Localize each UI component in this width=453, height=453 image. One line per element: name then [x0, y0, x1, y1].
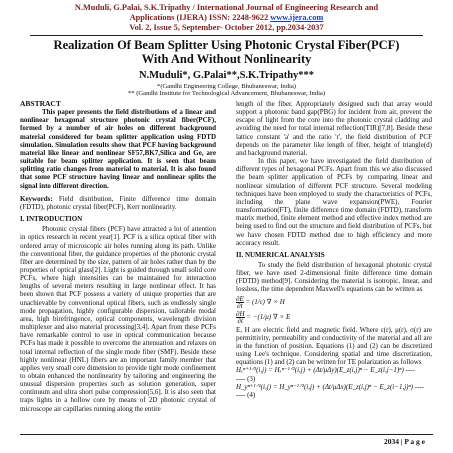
intro-paragraph: Photonic crystal fibers (PCF) have attracted a lot of attention in optics research in recent year[1]. PCF is a silica optical fiber with ordered array of microscopic air holes running along its path. Unlike the conventional fiber, the guidance properties of the photonic crystal fiber are determined by the size, pattern of air holes rather than by the properties of optical glass[2]. Light is guided through small solid core PCFs, where high intensities can be maintained for interaction lengths of several meters resulting in large nonlinear effect. It has been shown that PCF possess a variety of unique properties that are unachievable by conventional optical fibers, such as endlessly single mode propagation, highly configurable dispersion, tailorable modal area, high birefringence, optical components, wavelength division multiplexer and also material processing[3,4]. Apart from these PCFs have remarkable control to use in optical communication because PCFs has made it possible to overcome the attenuation and relaxes on total internal reflection of the single mode fiber (SMF). Beside these highly nonlinear (HNL) fibers are an important family member that applies very small core dimension to provide tight mode confinement to obtain enhanced the nonlinearity by tailoring and engineering the unusual dispersion properties such as solution generation, super continuum and ultra short pulse compression[5,6]. It is also seen that traps lights in a hollow core by means of 2D photonic crystal of microscope air capillaries running along the entire: [20, 225, 216, 413]
eq1-denominator: ∂t: [237, 301, 243, 310]
right-paragraph-1: length of the fiber. Appropriately designed such that array would support a photonic band gap(PBG) for incident from air, prevent the escape of light from the core into the photonic crystal cladding and avoiding the need for total internal reflection(TIR)[7,8]. Beside these lattice constant 'a' and the ratio 'r', the field distribution of PCF depends on the parameter like length of fiber, height of triangle(d) and background material.: [236, 100, 432, 157]
equation-3-number: ---- (3): [236, 374, 256, 383]
eq2-denominator: ∂t: [237, 316, 243, 325]
numerical-analysis-heading: II. NUMERICAL ANALYSIS: [236, 250, 325, 259]
keywords-label: Keywords:: [20, 194, 53, 203]
header-divider: [30, 35, 423, 36]
keywords-text: Field distribution, Finite difference time domain (FDTD), photonic crystal fiber(PCF), Kerr nonlinearity.: [20, 194, 216, 211]
intro-heading: I. INTRODUCTION: [20, 215, 83, 224]
paper-title-line2: With And Without Nonlinearity: [141, 52, 312, 66]
abstract-body: This paper presents the field distributions of a linear and nonlinear hexagonal structure photonic crystal fiber(PCF), formed by a number of air holes on different background material considered for beam splitter application using FDTD simulation. Simulation results show that PCF having background material like linear and nonlinear SF57,BK7,Silica and Ge, are suitable for beam splitter application. It is seen that beam splitting ratio changes from material to material. It is also found that some PCF structure having linear and nonlinear splits the signal into different direction.: [20, 108, 216, 190]
affiliation-1: *(Gandhi Engineering College, Bhubaneswar, India): [157, 83, 296, 90]
equation-1-fraction: [236, 296, 244, 309]
equation-2: [236, 311, 432, 324]
equation-2-fraction: [236, 311, 245, 324]
equation-3: Hₓⁿ⁺¹ᐟ²(i,j) = Hₓⁿ⁻¹ᐟ²(i,j) + (Δt/μΔy)(E_z(i,j)ⁿ − E_z(i,j−1)ⁿ) ----: [236, 366, 415, 375]
issn-text: Applications (IJERA) ISSN: 2248-9622: [129, 13, 271, 22]
keywords: [20, 195, 216, 211]
journal-header-line2: [0, 13, 453, 23]
journal-header-line3: Vol. 2, Issue 5, September- October 2012, pp.2034-2037: [129, 23, 324, 32]
paper-title-line1: Realization Of Beam Splitter Using Photonic Crystal Fiber(PCF): [53, 38, 400, 52]
abstract-heading: ABSTRACT: [20, 99, 61, 108]
eq1-numerator: ∂E: [236, 294, 244, 303]
journal-link[interactable]: www.ijera.com: [270, 13, 324, 22]
footer-divider: [20, 434, 433, 435]
right-paragraph-2: In this paper, we have investigated the field distribution of different types of hexagonal PCFs. Apart from this we also discussed the beam splitter application of PCFs by comparing linear and nonlinear simulation of different PCF structure. Several modeling techniques have been employed to study the characteristics of PCFs, including the plane wave expansion(PWE), Fourier transformation(FT), finite difference time domain (FDTD), transform matrix method, finite element method and effective index method are being used to find out the structure and field distribution of PCFs, but we have chosen FDTD method due to high efficiency and more accuracy result.: [236, 157, 432, 247]
equation-1: [236, 296, 432, 309]
affiliation-2: ** (Gandhi Institute for Technological Advancement, Bhubaneswar, India): [127, 90, 326, 97]
left-column: [20, 100, 216, 413]
eq2-rhs: = −(1/μ) ∇ × E: [244, 312, 291, 321]
journal-header-line1: N.Muduli, G.Palai, S.K.Tripathy / International Journal of Engineering Research and: [74, 3, 379, 12]
eq2-numerator: ∂H: [236, 309, 245, 318]
eq1-rhs: = (1/ε) ∇ × H: [243, 297, 285, 306]
journal-header: [0, 3, 453, 33]
numerical-analysis-paragraph: To study the field distribution of hexagonal photonic crystal fiber, we have used 2-dimensional finite difference time domain (FDTD) method[9]. Considering the material is isotropic, linear, and lossless, the time dependent Maxwell's equations can be written as: [236, 260, 432, 294]
equation-4: H_yⁿ⁺¹ᐟ²(i,j) = H_yⁿ⁻¹ᐟ²(i,j) + (Δt/μΔx)(E_z(i,j)ⁿ − E_z(i−1,j)ⁿ) ----: [236, 382, 425, 391]
numerical-analysis-paragraph-2: E, H are electric field and magnetic field. Where ε(r), μ(r), σ(r) are permittivity, permeability and conductivity of the material and all are in the function of position. Equations (1) and (2) can be discretized using Lee's technique. Considering spatial and time discretization, equations (1) and (2) can be written for TE polarization as follows: [236, 325, 432, 367]
right-column: [236, 100, 432, 399]
authors: N.Muduli*, G.Palai**,S.K.Tripathy***: [138, 70, 315, 81]
paper-title: [0, 38, 453, 66]
page-number: 2034 | P a g e: [383, 437, 425, 446]
equation-4-number: ---- (4): [236, 390, 256, 399]
